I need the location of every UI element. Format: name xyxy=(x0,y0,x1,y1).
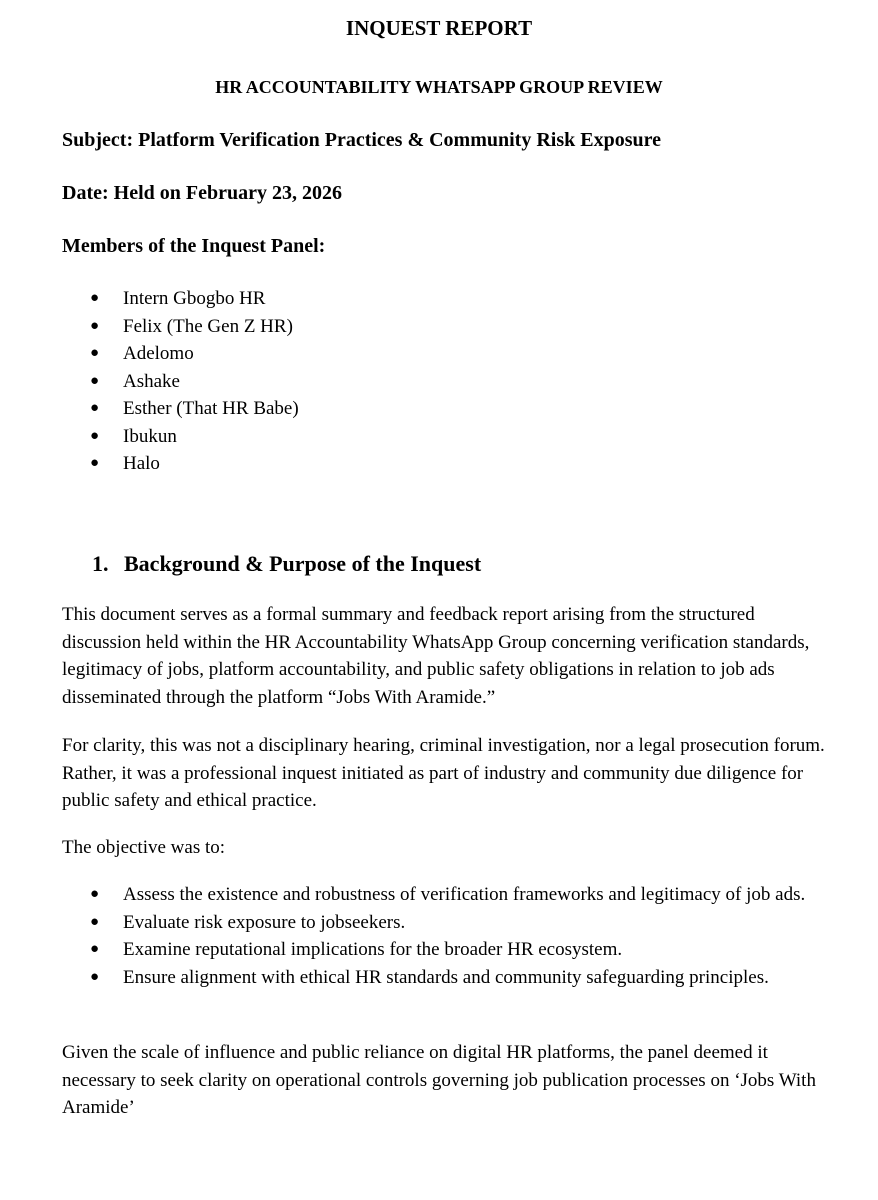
list-item xyxy=(62,964,828,992)
bullet-icon: ● xyxy=(90,317,100,334)
bullet-icon: ● xyxy=(90,886,100,902)
objective-text: Evaluate risk exposure to jobseekers. xyxy=(123,911,406,933)
section-number: 1. xyxy=(92,551,109,576)
bullet-icon: ● xyxy=(90,968,100,985)
bullet-icon: ● xyxy=(90,455,100,471)
document-title: INQUEST REPORT xyxy=(345,16,533,40)
objective-text: Assess the existence and robustness of verification frameworks and legitimacy of job ads. xyxy=(123,884,806,905)
objective-text: Ensure alignment with ethical HR standards and community safeguarding principles. xyxy=(123,966,769,988)
bullet-icon: ● xyxy=(90,372,100,389)
bullet-icon: ● xyxy=(90,345,100,361)
objective-text: Examine reputational implications for the broader HR ecosystem. xyxy=(123,939,623,960)
document-subtitle: HR ACCOUNTABILITY WHATSAPP GROUP REVIEW xyxy=(215,77,663,97)
conclusion-paragraph: Given the scale of influence and public reliance on digital HR platforms, the panel deemed it necessary to seek clarity on operational controls governing job publication processes on ‘Jobs With Aramide’ xyxy=(62,1042,816,1118)
members-heading: Members of the Inquest Panel: xyxy=(62,235,326,257)
members-list xyxy=(62,285,828,478)
subject-line: Subject: Platform Verification Practices & Community Risk Exposure xyxy=(62,129,662,151)
list-item xyxy=(62,423,828,451)
list-item xyxy=(62,395,828,423)
section-title: Background & Purpose of the Inquest xyxy=(124,551,482,576)
list-item xyxy=(62,368,828,396)
clarity-paragraph: For clarity, this was not a disciplinary hearing, criminal investigation, nor a legal prosecution forum. Rather, it was a professional inquest initiated as part of industry and community due diligence for public safety and ethical practice. xyxy=(62,735,825,811)
bullet-icon: ● xyxy=(90,290,100,306)
member-name: Felix (The Gen Z HR) xyxy=(123,315,293,337)
list-item xyxy=(62,340,828,368)
bullet-icon: ● xyxy=(90,913,100,930)
list-item xyxy=(62,450,828,478)
member-name: Adelomo xyxy=(123,343,194,364)
list-item xyxy=(62,936,828,964)
list-item xyxy=(62,909,828,937)
section-heading xyxy=(92,551,481,577)
bullet-icon: ● xyxy=(90,427,100,444)
member-name: Halo xyxy=(123,453,160,474)
background-paragraph: This document serves as a formal summary and feedback report arising from the structured discussion held within the HR Accountability WhatsApp Group concerning verification standards, legitimacy of jobs, platform accountability, and public safety obligations in relation to job ads disseminated through the platform “Jobs With Aramide.” xyxy=(62,604,810,708)
bullet-icon: ● xyxy=(90,941,100,957)
objectives-list xyxy=(62,881,828,991)
list-item xyxy=(62,881,828,909)
list-item xyxy=(62,313,828,341)
member-name: Ibukun xyxy=(123,425,177,447)
member-name: Intern Gbogbo HR xyxy=(123,288,266,309)
date-line: Date: Held on February 23, 2026 xyxy=(62,182,342,204)
member-name: Ashake xyxy=(123,370,180,392)
member-name: Esther (That HR Babe) xyxy=(123,398,299,419)
list-item xyxy=(62,285,828,313)
bullet-icon: ● xyxy=(90,400,100,416)
objective-intro: The objective was to: xyxy=(62,837,226,858)
